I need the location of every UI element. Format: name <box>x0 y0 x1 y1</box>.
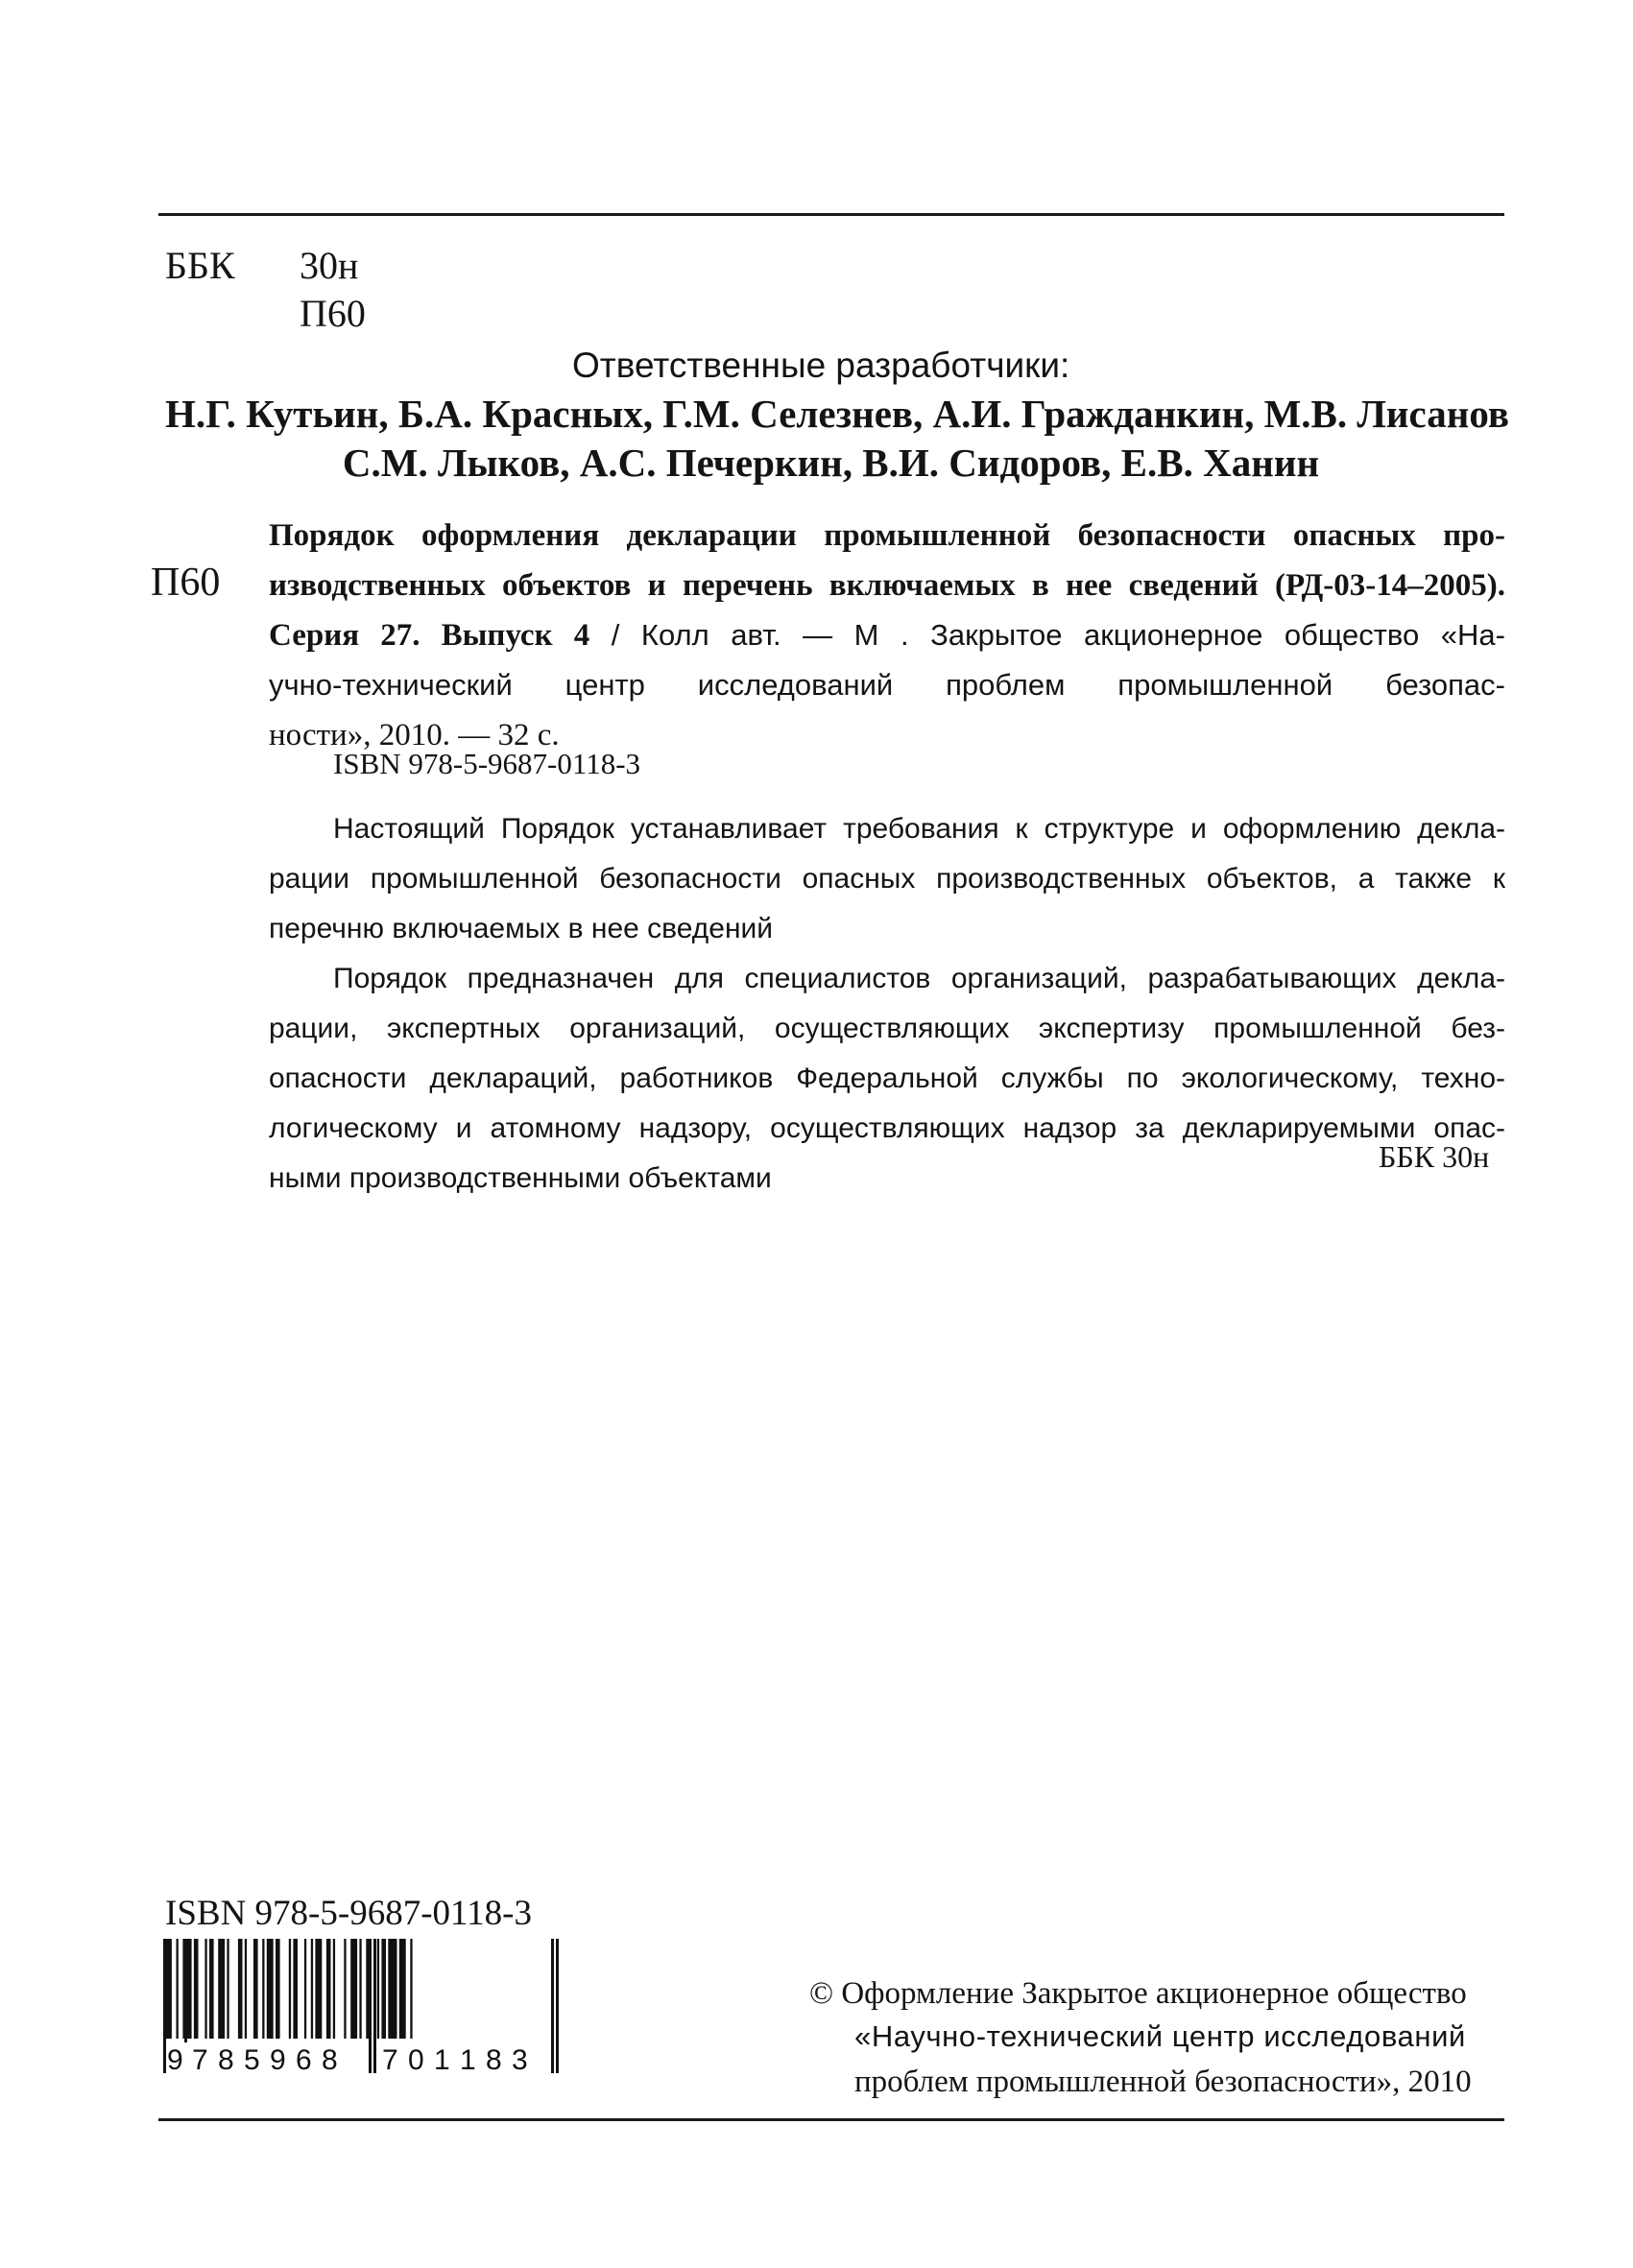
barcode-bar <box>381 1939 386 2039</box>
isbn-line: ISBN 978-5-9687-0118-3 <box>333 747 641 780</box>
abstract-paragraph-2 <box>269 954 1505 1204</box>
barcode-bar <box>262 1939 264 2039</box>
barcode-bar <box>218 1939 225 2039</box>
barcode-bar <box>410 1939 412 2039</box>
barcode-digit: 9 <box>270 2044 286 2073</box>
barcode-digit: 1 <box>460 2044 476 2073</box>
developers-line-1: Н.Г. Кутьин, Б.А. Красных, Г.М. Селезнев, А.И. Гражданкин, М.В. Лисанов <box>165 392 1509 436</box>
barcode-digit: 9 <box>167 2044 183 2073</box>
abstract-2-line-5: ными производственными объектами <box>269 1162 772 1194</box>
barcode-bar <box>253 1939 258 2039</box>
barcode-bar <box>238 1939 243 2039</box>
barcode-bar <box>289 1939 291 2039</box>
abstract-1-line-2: рации промышленной безопасности опасных производственных объектов, а также к <box>269 863 1505 895</box>
top-rule <box>158 213 1504 216</box>
bbk-bottom: ББК 30н <box>1379 1139 1490 1174</box>
barcode-digit: 7 <box>192 2044 208 2073</box>
barcode-bar <box>311 1939 313 2039</box>
barcode-digit: 6 <box>296 2044 312 2073</box>
barcode-bar <box>315 1939 322 2039</box>
barcode-icon <box>163 1939 559 2073</box>
author-mark: П60 <box>151 561 221 605</box>
barcode-guard-bar <box>373 1939 376 2073</box>
biblio-line-5: ности», 2010. — 32 с. <box>269 718 560 752</box>
barcode-bar <box>350 1939 357 2039</box>
barcode-guard-bar <box>163 1939 166 2073</box>
barcode-digit: 7 <box>382 2044 398 2073</box>
barcode-bar <box>267 1939 274 2039</box>
barcode-bar <box>276 1939 280 2039</box>
barcode-bar <box>399 1939 406 2039</box>
series-issue: Серия 27. Выпуск 4 <box>269 618 590 653</box>
barcode-bar <box>204 1939 206 2039</box>
barcode-bar <box>344 1939 346 2039</box>
biblio-line-2: изводственных объектов и перечень включаемых в нее сведений (РД-03-14–2005). <box>269 568 1505 603</box>
bibliographic-description <box>269 518 1505 768</box>
barcode-digit: 8 <box>486 2044 502 2073</box>
abstract-paragraph-1 <box>269 804 1505 954</box>
barcode-digit: 8 <box>322 2044 338 2073</box>
bbk-code-2: П60 <box>300 292 366 335</box>
bbk-code-1: 30н <box>300 244 359 287</box>
biblio-line-3-rest: / Колл авт. — М . Закрытое акционерное общество «На- <box>589 618 1505 652</box>
abstract-1-line-3: перечню включаемых в нее сведений <box>269 913 774 944</box>
copyright-line-2: «Научно-технический центр исследований <box>854 2019 1466 2053</box>
biblio-line-4: учно-технический центр исследований проблем промышленной безопас- <box>269 668 1505 702</box>
abstract-1-line-1: Настоящий Порядок устанавливает требования к структуре и оформлению декла- <box>333 813 1505 845</box>
barcode-digit: 0 <box>408 2044 424 2073</box>
developers-line-2: С.М. Лыков, А.С. Печеркин, В.И. Сидоров, Е.В. Ханин <box>342 441 1320 485</box>
abstract-2-line-3: опасности деклараций, работников Федеральной службы по экологическому, техно- <box>269 1062 1505 1094</box>
barcode-guard-bar <box>369 1939 372 2073</box>
barcode-bar <box>165 1939 172 2039</box>
bottom-rule <box>158 2118 1504 2121</box>
barcode-bar <box>194 1939 199 2039</box>
barcode-digit: 5 <box>244 2044 260 2073</box>
barcode-bar <box>293 1939 298 2039</box>
barcode-digit: 8 <box>218 2044 234 2073</box>
abstract-2-line-1: Порядок предназначен для специалистов организаций, разрабатывающих декла- <box>333 963 1505 994</box>
bbk-label: ББК <box>165 244 235 287</box>
barcode-bar <box>359 1939 361 2039</box>
barcode-bar <box>304 1939 306 2039</box>
barcode-digit: 1 <box>434 2044 450 2073</box>
barcode-guard-bar <box>551 1939 554 2073</box>
barcode-digit: 3 <box>512 2044 528 2073</box>
barcode-bar <box>388 1939 396 2039</box>
copyright-line-3: проблем промышленной безопасности», 2010 <box>854 2065 1472 2099</box>
copyright-line-1: © Оформление Закрытое акционерное общество <box>809 1976 1467 2011</box>
barcode-bar <box>377 1939 379 2039</box>
barcode-guard-bar <box>556 1939 559 2073</box>
abstract-2-line-4: логическому и атомному надзору, осуществляющих надзор за декларируемыми опас- <box>269 1112 1505 1144</box>
barcode-bar <box>209 1939 214 2039</box>
barcode-bar <box>333 1939 335 2039</box>
barcode-bar <box>326 1939 331 2039</box>
developers-label: Ответственные разработчики: <box>572 346 1070 385</box>
abstract-2-line-2: рации, экспертных организаций, осуществляющих экспертизу промышленной без- <box>269 1013 1505 1044</box>
biblio-line-3 <box>269 618 1505 668</box>
barcode-bar <box>245 1939 247 2039</box>
isbn-bottom: ISBN 978-5-9687-0118-3 <box>165 1894 532 1933</box>
barcode-bar <box>177 1939 179 2039</box>
barcode-bar <box>227 1939 228 2039</box>
biblio-line-1: Порядок оформления декларации промышленной безопасности опасных про- <box>269 518 1505 553</box>
